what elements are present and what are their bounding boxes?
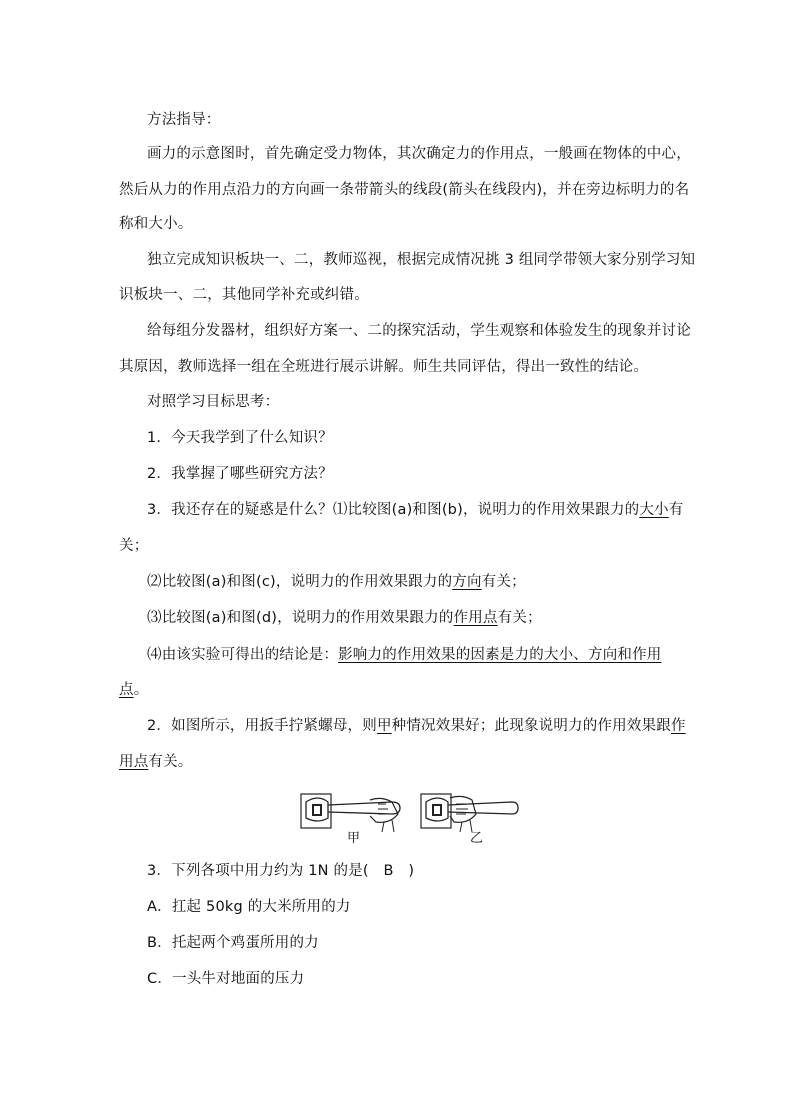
paragraph-line: 称和大小。 <box>119 216 193 232</box>
question-line <box>147 645 662 665</box>
answer-blank: 影响力的作用效果的因素是力的大小、方向和作用 <box>338 647 662 663</box>
question-line <box>119 752 193 772</box>
question-text: 。 <box>133 682 149 698</box>
question-text: ⑵比较图(a)和图(c)，说明力的作用效果跟力的 <box>147 574 453 590</box>
question-line: 关； <box>119 538 149 554</box>
question-line: 2．我掌握了哪些研究方法？ <box>147 466 333 482</box>
wrench-near-nut <box>421 794 518 832</box>
answer-blank: 作用点 <box>453 610 498 626</box>
paragraph-line: 给每组分发器材，组织好方案一、二的探究活动，学生观察和体验发生的现象并讨论 <box>147 323 691 339</box>
wrench-figure <box>300 792 520 848</box>
question-line <box>147 500 683 520</box>
answer-blank: 甲 <box>376 718 392 734</box>
option-b: B．托起两个鸡蛋所用的力 <box>147 935 319 951</box>
figure-label-right: 乙 <box>470 831 484 846</box>
paragraph-line: 画力的示意图时，首先确定受力物体，其次确定力的作用点，一般画在物体的中心， <box>147 146 691 162</box>
question-text: 种情况效果好；此现象说明力的作用效果跟 <box>391 718 671 734</box>
question-line <box>147 716 686 736</box>
answer-blank: 作 <box>670 718 686 734</box>
question-text: 2．如图所示，用扳手拧紧螺母，则 <box>147 718 377 734</box>
question-text: ⑶比较图(a)和图(d)，说明力的作用效果跟力的 <box>147 610 454 626</box>
answer-blank: 方向 <box>452 574 482 590</box>
answer-blank: 用点 <box>119 754 149 770</box>
option-a: A．扛起 50kg 的大米所用的力 <box>147 899 351 915</box>
answer-blank: 点 <box>119 682 134 698</box>
question-text: 有关； <box>497 610 542 626</box>
question-line <box>147 572 526 592</box>
question-text: 有关； <box>481 574 526 590</box>
question-line <box>119 680 148 700</box>
paragraph-line: 识板块一、二，其他同学补充或纠错。 <box>119 287 369 303</box>
question-text: 有 <box>668 502 684 518</box>
option-c: C．一头牛对地面的压力 <box>147 971 305 987</box>
wrench-grip-end <box>301 794 400 832</box>
question-text: ⑷由该实验可得出的结论是： <box>147 647 339 663</box>
wrench-illustration <box>300 792 520 834</box>
question-text: 3．我还存在的疑惑是什么？⑴比较图(a)和图(b)，说明力的作用效果跟力的 <box>147 502 640 518</box>
question-line: 3．下列各项中用力约为 1N 的是( B ) <box>147 863 415 879</box>
answer-blank: 大小 <box>639 502 669 518</box>
paragraph-line: 然后从力的作用点沿力的方向画一条带箭头的线段(箭头在线段内)，并在旁边标明力的名 <box>119 182 690 198</box>
paragraph-line: 对照学习目标思考： <box>147 394 280 410</box>
question-text: 有关。 <box>148 754 193 770</box>
figure-label-left: 甲 <box>347 831 361 846</box>
question-line <box>147 608 542 628</box>
paragraph-line: 其原因，教师选择一组在全班进行展示讲解。师生共同评估，得出一致性的结论。 <box>119 359 649 375</box>
paragraph-line: 独立完成知识板块一、二，教师巡视，根据完成情况挑 3 组同学带领大家分别学习知 <box>147 252 696 268</box>
question-line: 1．今天我学到了什么知识？ <box>147 430 333 446</box>
method-heading: 方法指导： <box>147 112 221 128</box>
